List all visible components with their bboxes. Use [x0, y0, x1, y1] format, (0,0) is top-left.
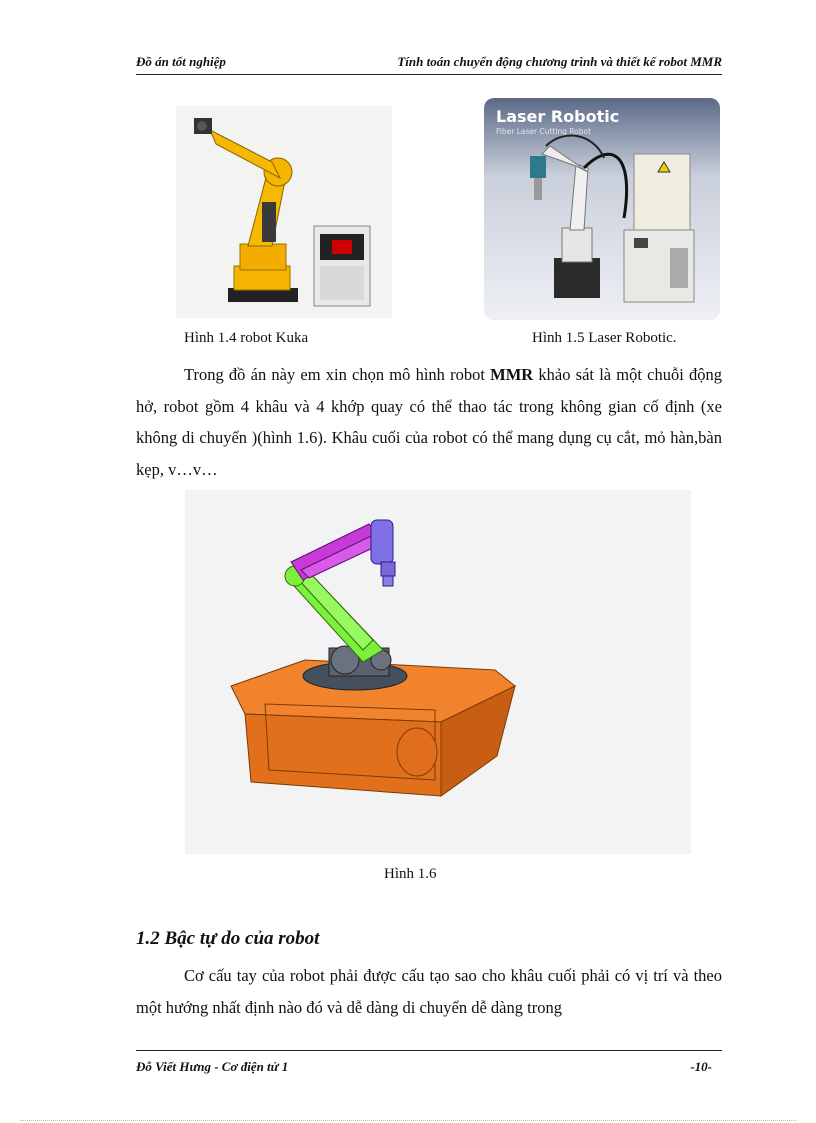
paragraph-degrees-of-freedom — [136, 960, 722, 1023]
paragraph-1-text-b: khảo sát là một chuỗi động hở, robot gồm 4 khâu và 4 khớp quay có thể thao tác trong không gian cố định (xe không di chuyển )(hình 1.6). Khâu cuối của robot có thể mang dụng cụ cắt, mỏ hàn,bàn kẹp, v…v… — [136, 365, 723, 479]
figure-1-4-caption: Hình 1.4 robot Kuka — [184, 330, 309, 346]
paragraph-1-text-a: Trong đồ án này em xin chọn mô hình robot — [184, 365, 491, 384]
paragraph-robot-choice — [136, 359, 722, 485]
mmr-bold-term: MMR — [490, 365, 534, 384]
footer-author: Đỗ Viết Hưng - Cơ điện tử 1 — [136, 1059, 289, 1074]
page-bottom-divider — [20, 1120, 796, 1121]
section-heading: 1.2 Bậc tự do của robot — [136, 928, 320, 949]
mmr-robot-image — [185, 490, 691, 854]
page-number: -10- — [690, 1059, 712, 1074]
page-header — [136, 52, 722, 75]
header-left-text: Đồ án tốt nghiệp — [136, 54, 226, 69]
page-footer — [136, 1050, 722, 1081]
kuka-robot-image — [176, 106, 392, 318]
laser-robot-image — [484, 98, 720, 320]
laser-banner-subtitle: Fiber Laser Cutting Robot — [496, 127, 592, 136]
laser-banner-title: Laser Robotic — [496, 107, 620, 126]
figure-1-5-caption: Hình 1.5 Laser Robotic. — [532, 330, 677, 346]
header-right-text: Tính toán chuyển động chương trình và thiết kế robot MMR — [397, 54, 722, 69]
paragraph-2-text: Cơ cấu tay của robot phải được cấu tạo sao cho khâu cuối phải có vị trí và theo một hướng nhất định nào đó và dễ dàng di chuyển dễ dàng trong — [136, 966, 722, 1017]
figure-1-6-caption: Hình 1.6 — [384, 866, 437, 882]
